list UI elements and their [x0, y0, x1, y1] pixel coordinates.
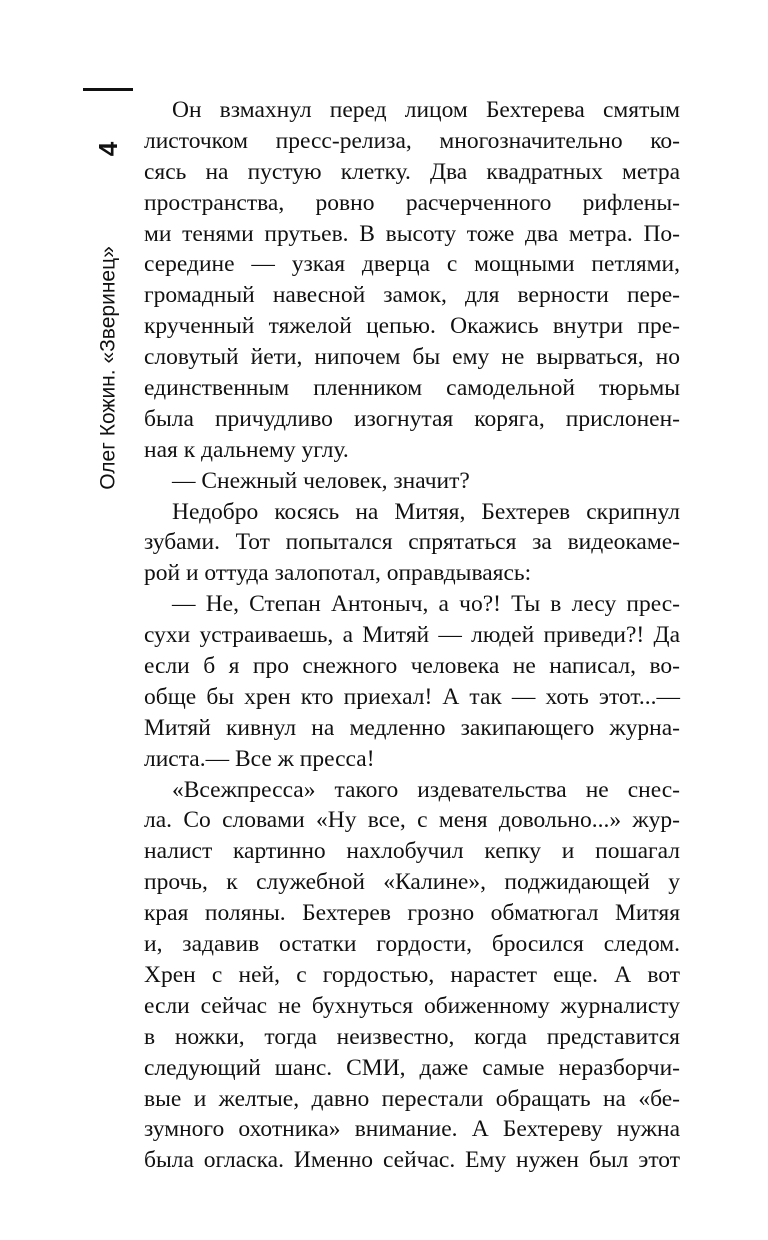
top-rule: [83, 88, 133, 91]
text-line: вые и желтые, давно перестали обращать на «бе-: [144, 1085, 680, 1112]
text-line: зумного охотника» внимание. А Бехтереву нужна: [144, 1116, 680, 1143]
text-line: словутый йети, нипочем бы ему не вырваться, но: [144, 344, 680, 371]
text-line: середине — узкая дверца с мощными петлями,: [144, 251, 680, 278]
text-line: листа.— Все ж пресса!: [144, 745, 375, 772]
text-line: обще бы хрен кто приехал! А так — хоть этот...—: [144, 683, 680, 710]
text-line: Недобро косясь на Митяя, Бехтерев скрипнул: [172, 498, 680, 525]
text-line: громадный навесной замок, для верности пере-: [144, 282, 680, 309]
text-line: края поляны. Бехтерев грозно обматюгал Митяя: [144, 900, 680, 927]
text-line: крученный тяжелой цепью. Окажись внутри пре-: [144, 313, 680, 340]
running-head: Олег Кожин. «Зверинец»: [96, 246, 120, 490]
text-line: Хрен с ней, с гордостью, нарастет еще. А вот: [144, 961, 680, 988]
text-line: в ножки, тогда неизвестно, когда представится: [144, 1023, 680, 1050]
text-line: если б я про снежного человека не написал, во-: [144, 653, 680, 680]
text-line: следующий шанс. СМИ, даже самые неразборчи-: [144, 1054, 680, 1081]
text-line: сясь на пустую клетку. Два квадратных метра: [144, 158, 680, 185]
text-line: если сейчас не бухнуться обиженному журналисту: [144, 992, 680, 1019]
text-line: единственным пленником самодельной тюрьмы: [144, 375, 680, 402]
text-line: зубами. Тот попытался спрятаться за видеокаме-: [144, 529, 680, 556]
text-line: была причудливо изогнутая коряга, прислонен-: [144, 405, 680, 432]
text-line: — Не, Степан Антоныч, а чо?! Ты в лесу прес-: [172, 591, 680, 618]
body-text: [144, 95, 680, 1176]
text-line: рой и оттуда залопотал, оправдываясь:: [144, 560, 532, 587]
text-line: Митяй кивнул на медленно закипающего журна-: [144, 714, 680, 741]
text-line: ла. Со словами «Ну все, с меня довольно...» жур-: [144, 807, 680, 834]
text-line: листочком пресс-релиза, многозначительно ко-: [144, 127, 680, 154]
page-number: 4: [93, 141, 123, 157]
text-line: и, задавив остатки гордости, бросился следом.: [144, 931, 680, 958]
text-line: была огласка. Именно сейчас. Ему нужен был этот: [144, 1147, 680, 1174]
text-line: ми тенями прутьев. В высоту тоже два метра. По-: [144, 220, 680, 247]
text-line: сухи устраиваешь, а Митяй — людей приведи?! Да: [144, 622, 680, 649]
text-line: прочь, к служебной «Калине», поджидающей у: [144, 869, 680, 896]
text-line: ная к дальнему углу.: [144, 436, 349, 463]
text-line: Он взмахнул перед лицом Бехтерева смятым: [172, 97, 680, 123]
text-line: — Снежный человек, значит?: [172, 467, 470, 494]
text-line: «Всежпресса» такого издевательства не снес-: [172, 776, 680, 803]
text-line: пространства, ровно расчерченного рифлены-: [144, 189, 680, 216]
text-line: налист картинно нахлобучил кепку и пошагал: [144, 838, 680, 865]
